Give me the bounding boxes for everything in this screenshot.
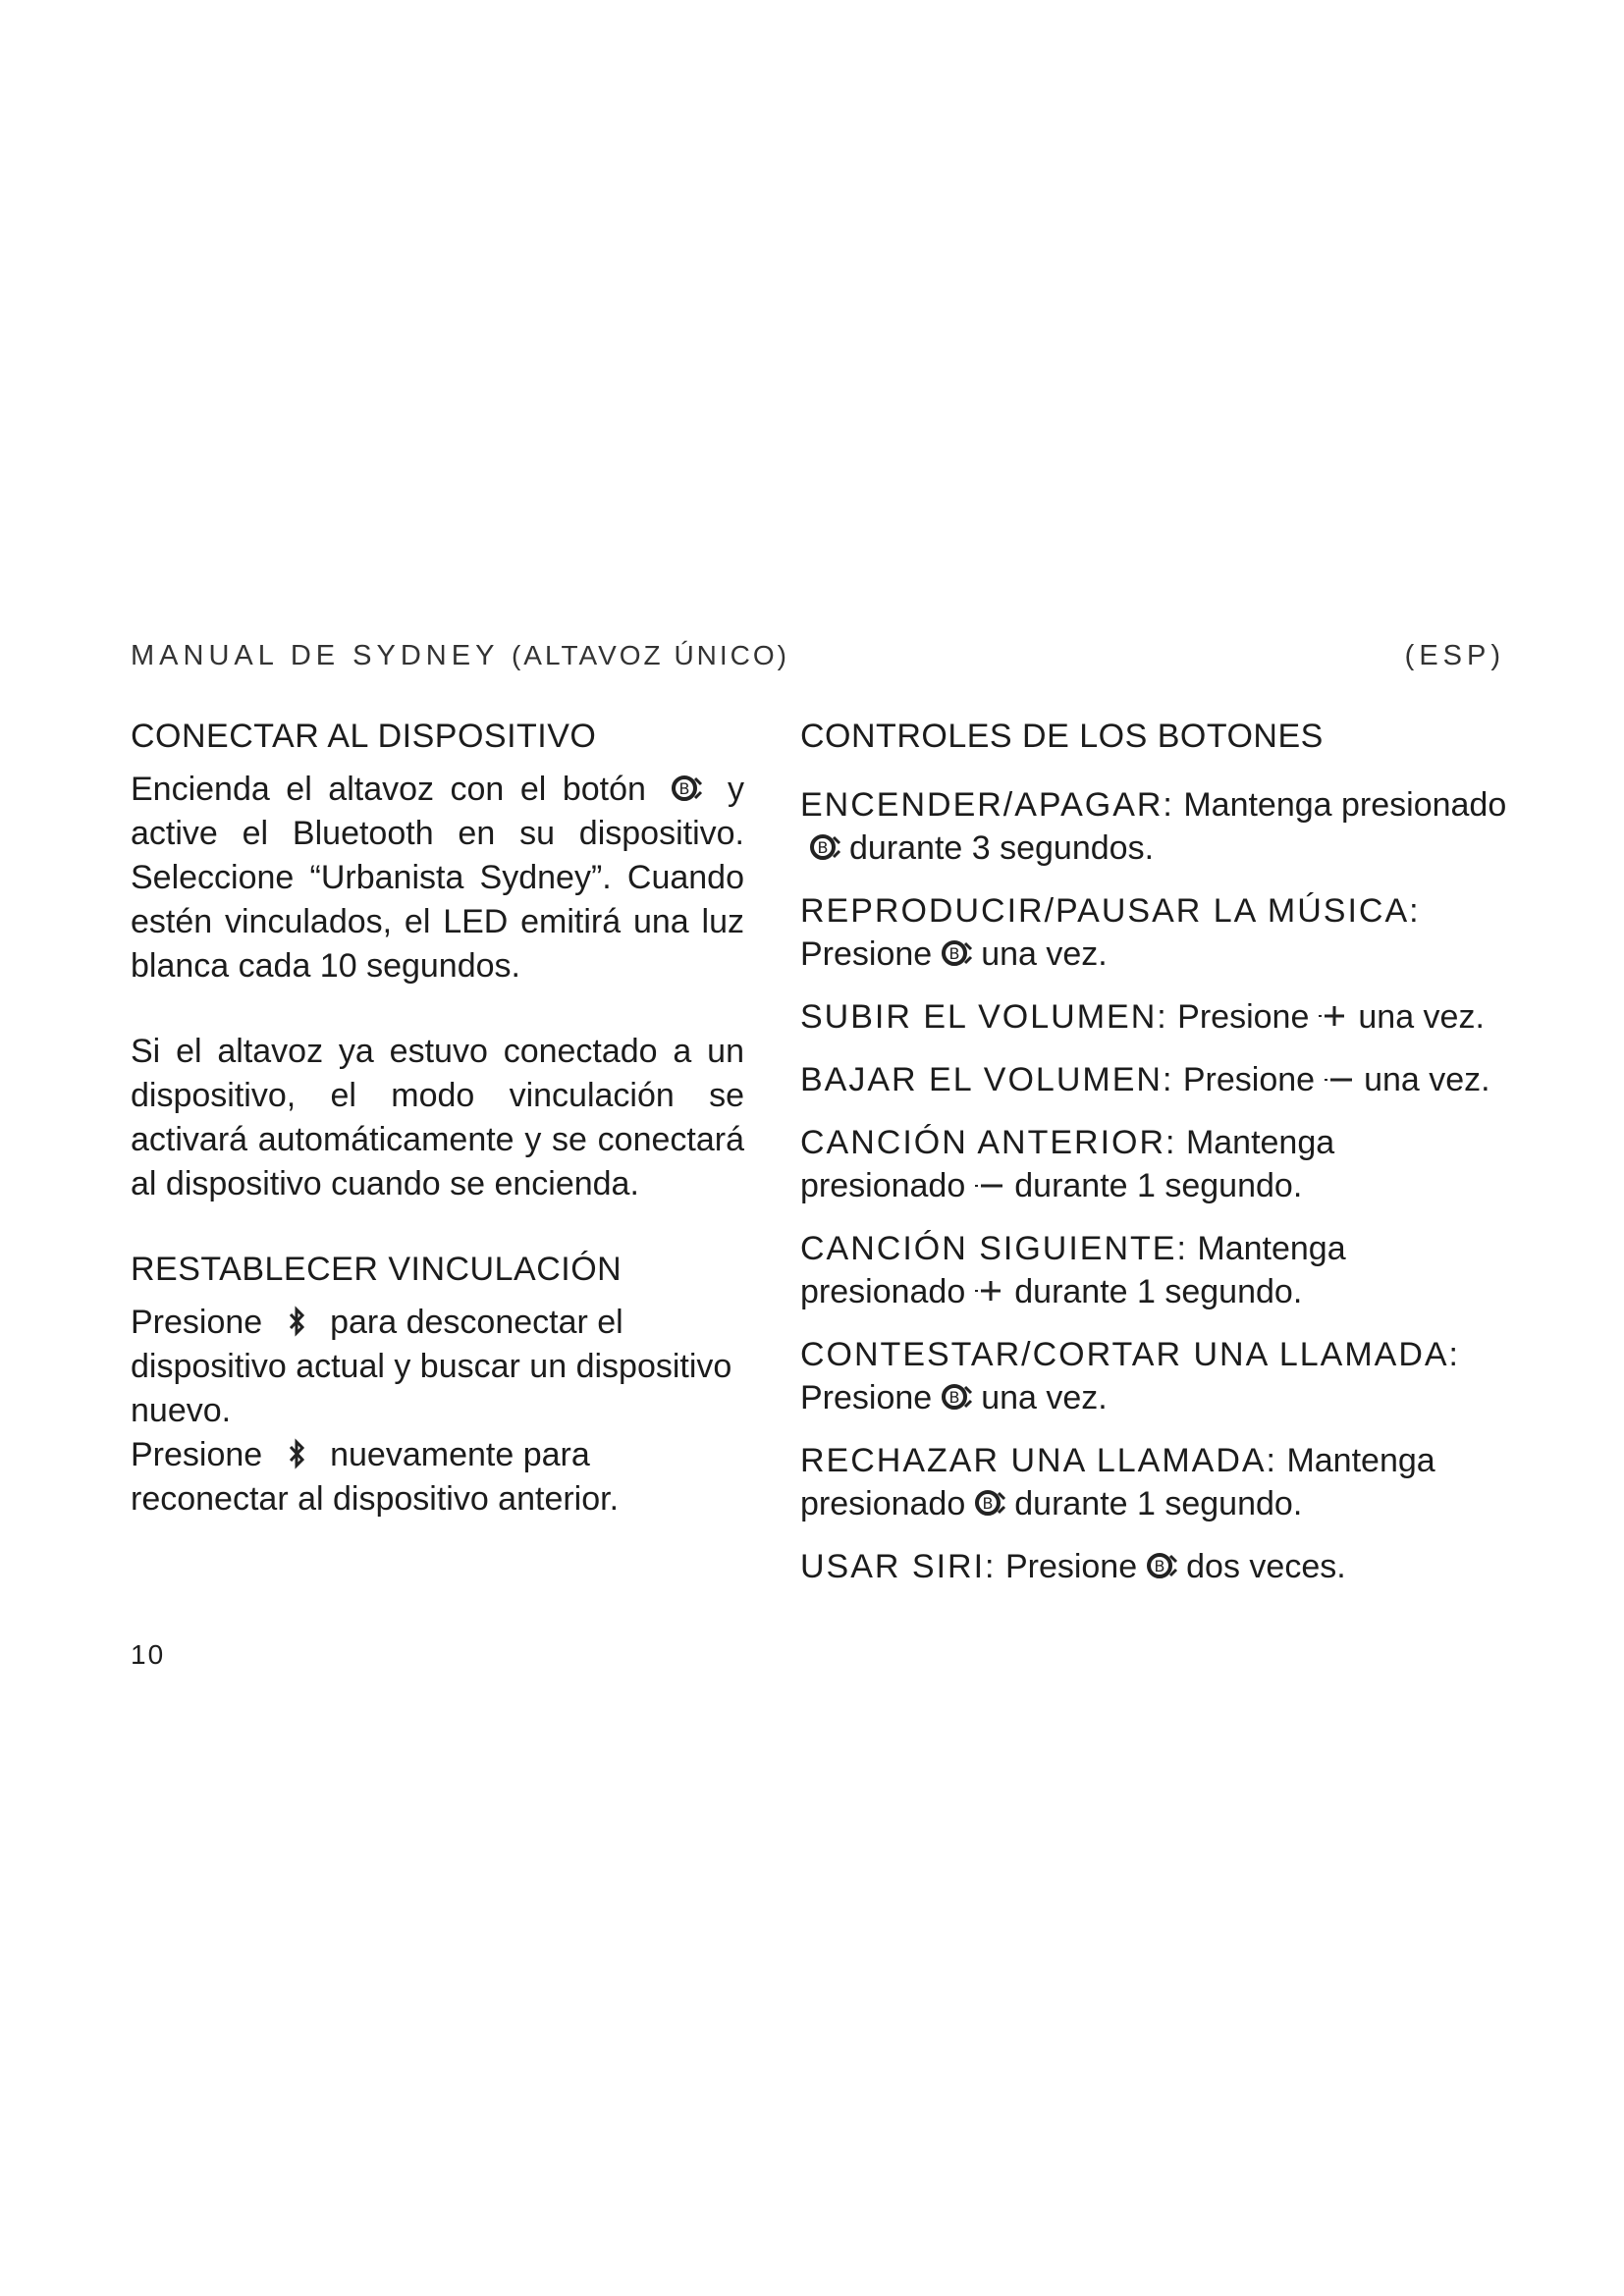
control-label: USAR SIRI: [800,1548,997,1585]
control-item [800,889,1507,976]
control-item [800,1545,1507,1588]
connect-heading: CONECTAR AL DISPOSITIVO [131,718,597,755]
reset-paragraph-1 [131,1301,744,1433]
svg-text:B: B [1154,1557,1165,1575]
svg-text:B: B [817,838,829,857]
power-icon [808,831,841,863]
plus-icon [973,1275,1006,1307]
control-label: CONTESTAR/CORTAR UNA LLAMADA: [800,1336,1460,1373]
controls-heading: CONTROLES DE LOS BOTONES [800,718,1324,755]
svg-text:B: B [948,1388,960,1407]
control-duration: durante 1 segundo. [1014,1273,1303,1310]
manual-title: MANUAL DE SYDNEY [131,640,499,671]
svg-text:B: B [982,1494,994,1513]
connect-text-a: Encienda el altavoz con el botón [131,771,646,808]
control-label: CANCIÓN ANTERIOR: [800,1124,1177,1161]
control-duration: una vez. [981,935,1108,973]
control-instruction: Presione [1004,1548,1138,1585]
control-instruction: Presione [800,935,933,973]
control-instruction: Mantenga presionado [800,1442,1435,1522]
right-column [800,715,1507,1608]
power-icon [973,1487,1006,1519]
control-label: RECHAZAR UNA LLAMADA: [800,1442,1277,1479]
control-duration: una vez. [981,1379,1108,1416]
power-icon [1145,1550,1178,1581]
control-item [800,1058,1507,1101]
page-header [131,640,1505,672]
control-item [800,995,1507,1039]
language-tag: (ESP) [1404,640,1505,671]
connect-paragraph-2: Si el altavoz ya estuvo conectado a un dispositivo, el modo vinculación se activará automáticamente y se conectará al dispositivo cuando se encienda. [131,1033,744,1202]
control-instruction: Presione [1182,1061,1316,1098]
control-duration: durante 1 segundo. [1014,1167,1303,1204]
reset-heading: RESTABLECER VINCULACIÓN [131,1251,623,1288]
page-number: 10 [131,1639,166,1670]
connect-paragraph-1 [131,768,744,988]
reset-text-b: para desconectar el dispositivo actual y buscar un dispositivo nuevo. [131,1304,732,1429]
control-instruction: Mantenga presionado [1183,786,1507,824]
control-item [800,1121,1507,1207]
reset-text-d: nuevamente para reconectar al dispositivo anterior. [131,1436,620,1518]
plus-icon [1317,1000,1350,1032]
left-column [131,715,744,1522]
bluetooth-icon [280,1306,313,1337]
control-item [800,1227,1507,1313]
reset-paragraph-2 [131,1433,744,1522]
power-bluetooth-icon [670,773,703,804]
control-label: ENCENDER/APAGAR: [800,786,1174,824]
control-duration: dos veces. [1186,1548,1346,1585]
power-icon [940,1381,973,1413]
control-item [800,1439,1507,1525]
control-label: REPRODUCIR/PAUSAR LA MÚSICA: [800,892,1421,930]
control-item [800,783,1507,870]
manual-subtitle: (ALTAVOZ ÚNICO) [511,640,789,670]
control-instruction: Mantenga presionado [800,1230,1346,1310]
control-instruction: Presione [1177,998,1310,1036]
connect-text-b: y active el Bluetooth en su dispositivo. Seleccione “Urbanista Sydney”. Cuando estén vinculados, el LED emitirá una luz blanca cada 10 segundos. [131,771,744,985]
control-instruction: Mantenga presionado [800,1124,1335,1204]
minus-icon [973,1169,1006,1201]
reset-text-c: Presione [131,1436,263,1473]
bluetooth-icon [280,1438,313,1469]
control-duration: durante 3 segundos. [849,829,1155,867]
controls-list [800,783,1507,1588]
svg-text:B: B [678,779,690,798]
control-duration: durante 1 segundo. [1014,1485,1303,1522]
control-label: SUBIR EL VOLUMEN: [800,998,1168,1036]
control-label: CANCIÓN SIGUIENTE: [800,1230,1188,1267]
control-item [800,1333,1507,1419]
control-label: BAJAR EL VOLUMEN: [800,1061,1174,1098]
power-icon [940,937,973,969]
control-duration: una vez. [1364,1061,1490,1098]
reset-text-a: Presione [131,1304,263,1341]
minus-icon [1323,1063,1356,1095]
control-instruction: Presione [800,1379,933,1416]
svg-text:B: B [948,944,960,963]
control-duration: una vez. [1358,998,1485,1036]
